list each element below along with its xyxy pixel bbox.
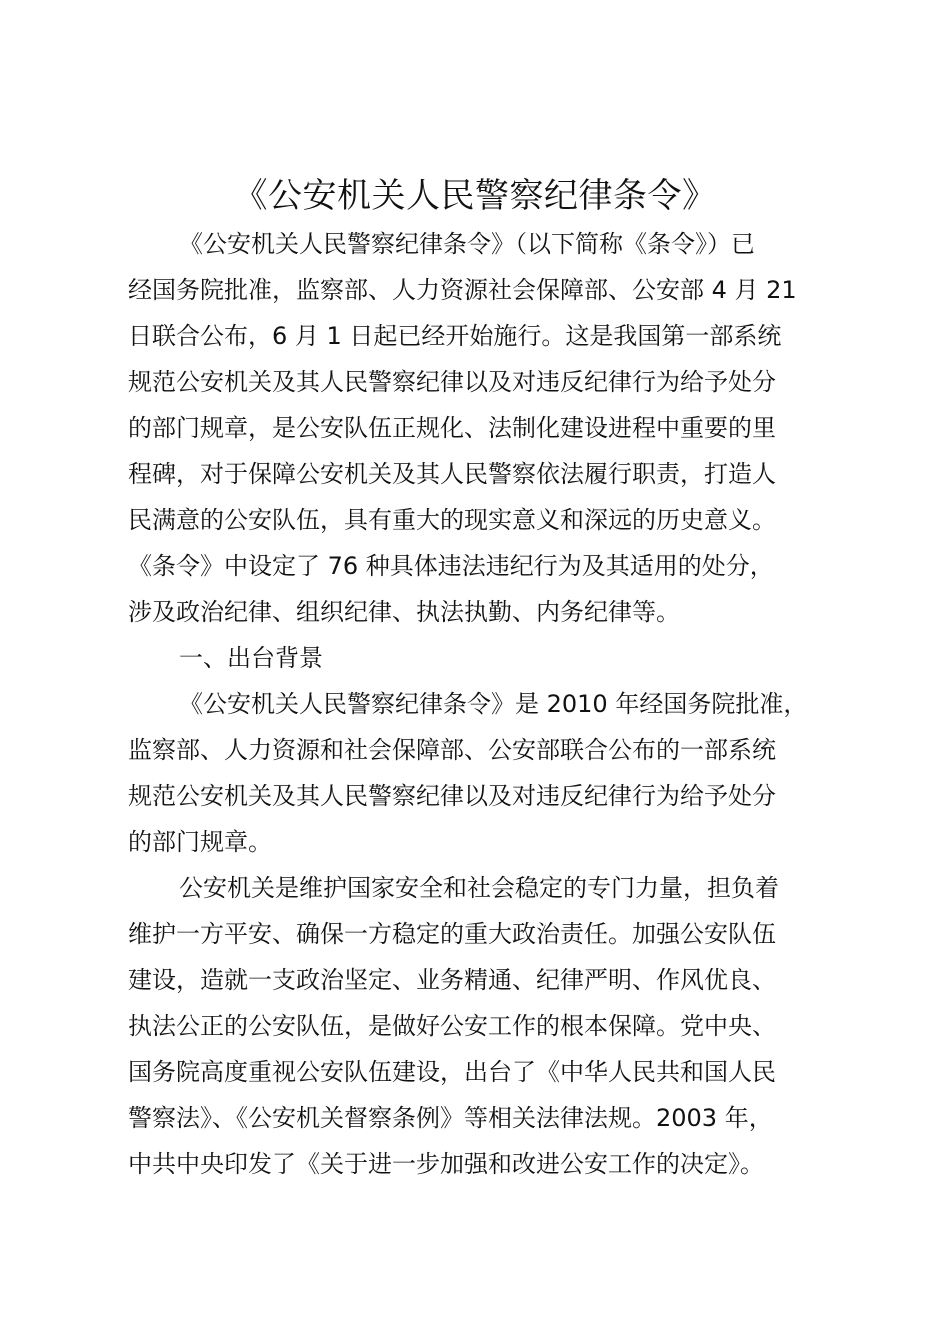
paragraph-line: 监察部、人力资源和社会保障部、公安部联合公布的一部系统 — [128, 736, 776, 764]
paragraph-line: 规范公安机关及其人民警察纪律以及对违反纪律行为给予处分 — [128, 782, 776, 810]
paragraph-line: 《公安机关人民警察纪律条令》（以下简称《条令》）已 — [179, 230, 755, 258]
section-heading: 一、出台背景 — [179, 644, 323, 672]
paragraph-line: 《条令》中设定了 76 种具体违法违纪行为及其适用的处分， — [128, 552, 774, 580]
paragraph-line: 涉及政治纪律、组织纪律、执法执勤、内务纪律等。 — [128, 598, 680, 626]
paragraph-line: 警察法》、《公安机关督察条例》等相关法律法规。2003 年， — [128, 1104, 773, 1132]
paragraph-line: 中共中央印发了《关于进一步加强和改进公安工作的决定》。 — [128, 1150, 764, 1178]
paragraph-line: 的部门规章。 — [128, 828, 272, 856]
paragraph-line: 执法公正的公安队伍，是做好公安工作的根本保障。党中央、 — [128, 1012, 776, 1040]
paragraph-line: 公安机关是维护国家安全和社会稳定的专门力量，担负着 — [179, 874, 779, 902]
paragraph-line: 维护一方平安、确保一方稳定的重大政治责任。加强公安队伍 — [128, 920, 776, 948]
paragraph-line: 建设，造就一支政治坚定、业务精通、纪律严明、作风优良、 — [128, 966, 776, 994]
paragraph-line: 民满意的公安队伍，具有重大的现实意义和深远的历史意义。 — [128, 506, 776, 534]
paragraph-line: 的部门规章，是公安队伍正规化、法制化建设进程中重要的里 — [128, 414, 776, 442]
paragraph-line: 经国务院批准，监察部、人力资源社会保障部、公安部 4 月 21 — [128, 276, 797, 304]
paragraph-line: 日联合公布，6 月 1 日起已经开始施行。这是我国第一部系统 — [128, 322, 782, 350]
document-title: 《公安机关人民警察纪律条令》 — [233, 176, 717, 216]
paragraph-line: 规范公安机关及其人民警察纪律以及对违反纪律行为给予处分 — [128, 368, 776, 396]
paragraph-line: 程碑，对于保障公安机关及其人民警察依法履行职责，打造人 — [128, 460, 776, 488]
paragraph-line: 国务院高度重视公安队伍建设，出台了《中华人民共和国人民 — [128, 1058, 776, 1086]
paragraph-line: 《公安机关人民警察纪律条令》是 2010 年经国务院批准， — [179, 690, 808, 718]
